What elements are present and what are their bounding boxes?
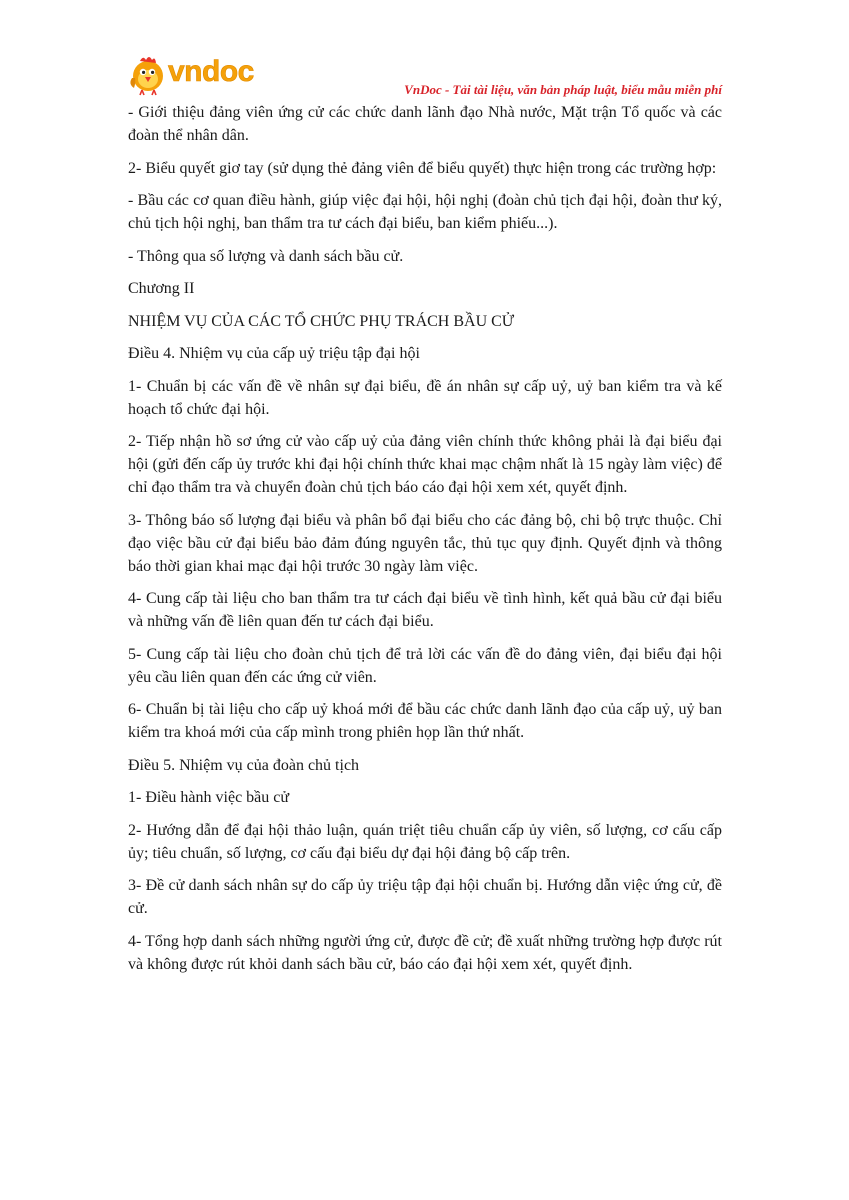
paragraph: 4- Tổng hợp danh sách những người ứng cử, được đề cử; đề xuất những trường hợp được rút và không được rút khỏi danh sách bầu cử, báo cáo đại hội xem xét, quyết định. [128,932,722,973]
logo-text: vndoc [168,55,254,88]
paragraph: 2- Tiếp nhận hồ sơ ứng cử vào cấp uỷ của đảng viên chính thức không phải là đại biểu đại hội (gửi đến cấp ủy trước khi đại hội chính thức khai mạc chậm nhất là 15 ngày làm việc) để chỉ đạo thẩm tra và chuyển đoàn chủ tịch báo cáo đại hội xem xét, quyết định. [128,433,722,496]
vndoc-logo[interactable] [128,52,288,96]
paragraph: 3- Thông báo số lượng đại biểu và phân bổ đại biểu cho các đảng bộ, chi bộ trực thuộc. Chỉ đạo việc bầu cử đại biểu bảo đảm đúng nguyên tắc, thủ tục quy định. Quyết định và thông báo thời gian khai mạc đại hội trước 30 ngày làm việc. [128,511,722,575]
chapter-title: NHIỆM VỤ CỦA CÁC TỔ CHỨC PHỤ TRÁCH BẦU CỬ [128,312,515,330]
article-heading: Điều 5. Nhiệm vụ của đoàn chủ tịch [128,756,360,774]
chapter-heading: Chương II [128,280,195,297]
paragraph: - Thông qua số lượng và danh sách bầu cử. [128,247,404,265]
paragraph: 2- Hướng dẫn để đại hội thảo luận, quán triệt tiêu chuẩn cấp ủy viên, số lượng, cơ cấu cấp ủy; tiêu chuẩn, số lượng, cơ cấu đại biểu dự đại hội đảng bộ cấp trên. [128,821,722,862]
paragraph: - Bầu các cơ quan điều hành, giúp việc đại hội, hội nghị (đoàn chủ tịch đại hội, đoàn thư ký, chủ tịch hội nghị, ban thẩm tra tư cách đại biểu, ban kiểm phiếu...). [128,192,722,232]
paragraph: 1- Chuẩn bị các vấn đề về nhân sự đại biểu, đề án nhân sự cấp uỷ, uỷ ban kiểm tra và kế hoạch tổ chức đại hội. [128,377,722,418]
document-body [128,101,722,985]
paragraph: - Giới thiệu đảng viên ứng cử các chức danh lãnh đạo Nhà nước, Mặt trận Tổ quốc và các đoàn thể nhân dân. [128,104,722,144]
article-heading: Điều 4. Nhiệm vụ của cấp uỷ triệu tập đại hội [128,345,420,362]
paragraph: 3- Đề cử danh sách nhân sự do cấp ủy triệu tập đại hội chuẩn bị. Hướng dẫn việc ứng cử, đề cử. [128,877,722,917]
header-tagline: VnDoc - Tải tài liệu, văn bản pháp luật, biểu mẫu miễn phí [404,82,722,97]
page-header [128,52,728,96]
paragraph: 5- Cung cấp tài liệu cho đoàn chủ tịch để trả lời các vấn đề do đảng viên, đại biểu đại hội yêu cầu liên quan đến các ứng cử viên. [128,645,722,686]
paragraph: 4- Cung cấp tài liệu cho ban thẩm tra tư cách đại biểu về tình hình, kết quả bầu cử đại biểu và những vấn đề liên quan đến tư cách đại biểu. [128,590,722,630]
paragraph: 1- Điều hành việc bầu cử [128,789,290,806]
paragraph: 6- Chuẩn bị tài liệu cho cấp uỷ khoá mới để bầu các chức danh lãnh đạo của cấp uỷ, uỷ ban kiểm tra khoá mới của cấp mình trong phiên họp lần thứ nhất. [128,701,722,741]
paragraph: 2- Biểu quyết giơ tay (sử dụng thẻ đảng viên để biểu quyết) thực hiện trong các trường hợp: [128,159,717,177]
